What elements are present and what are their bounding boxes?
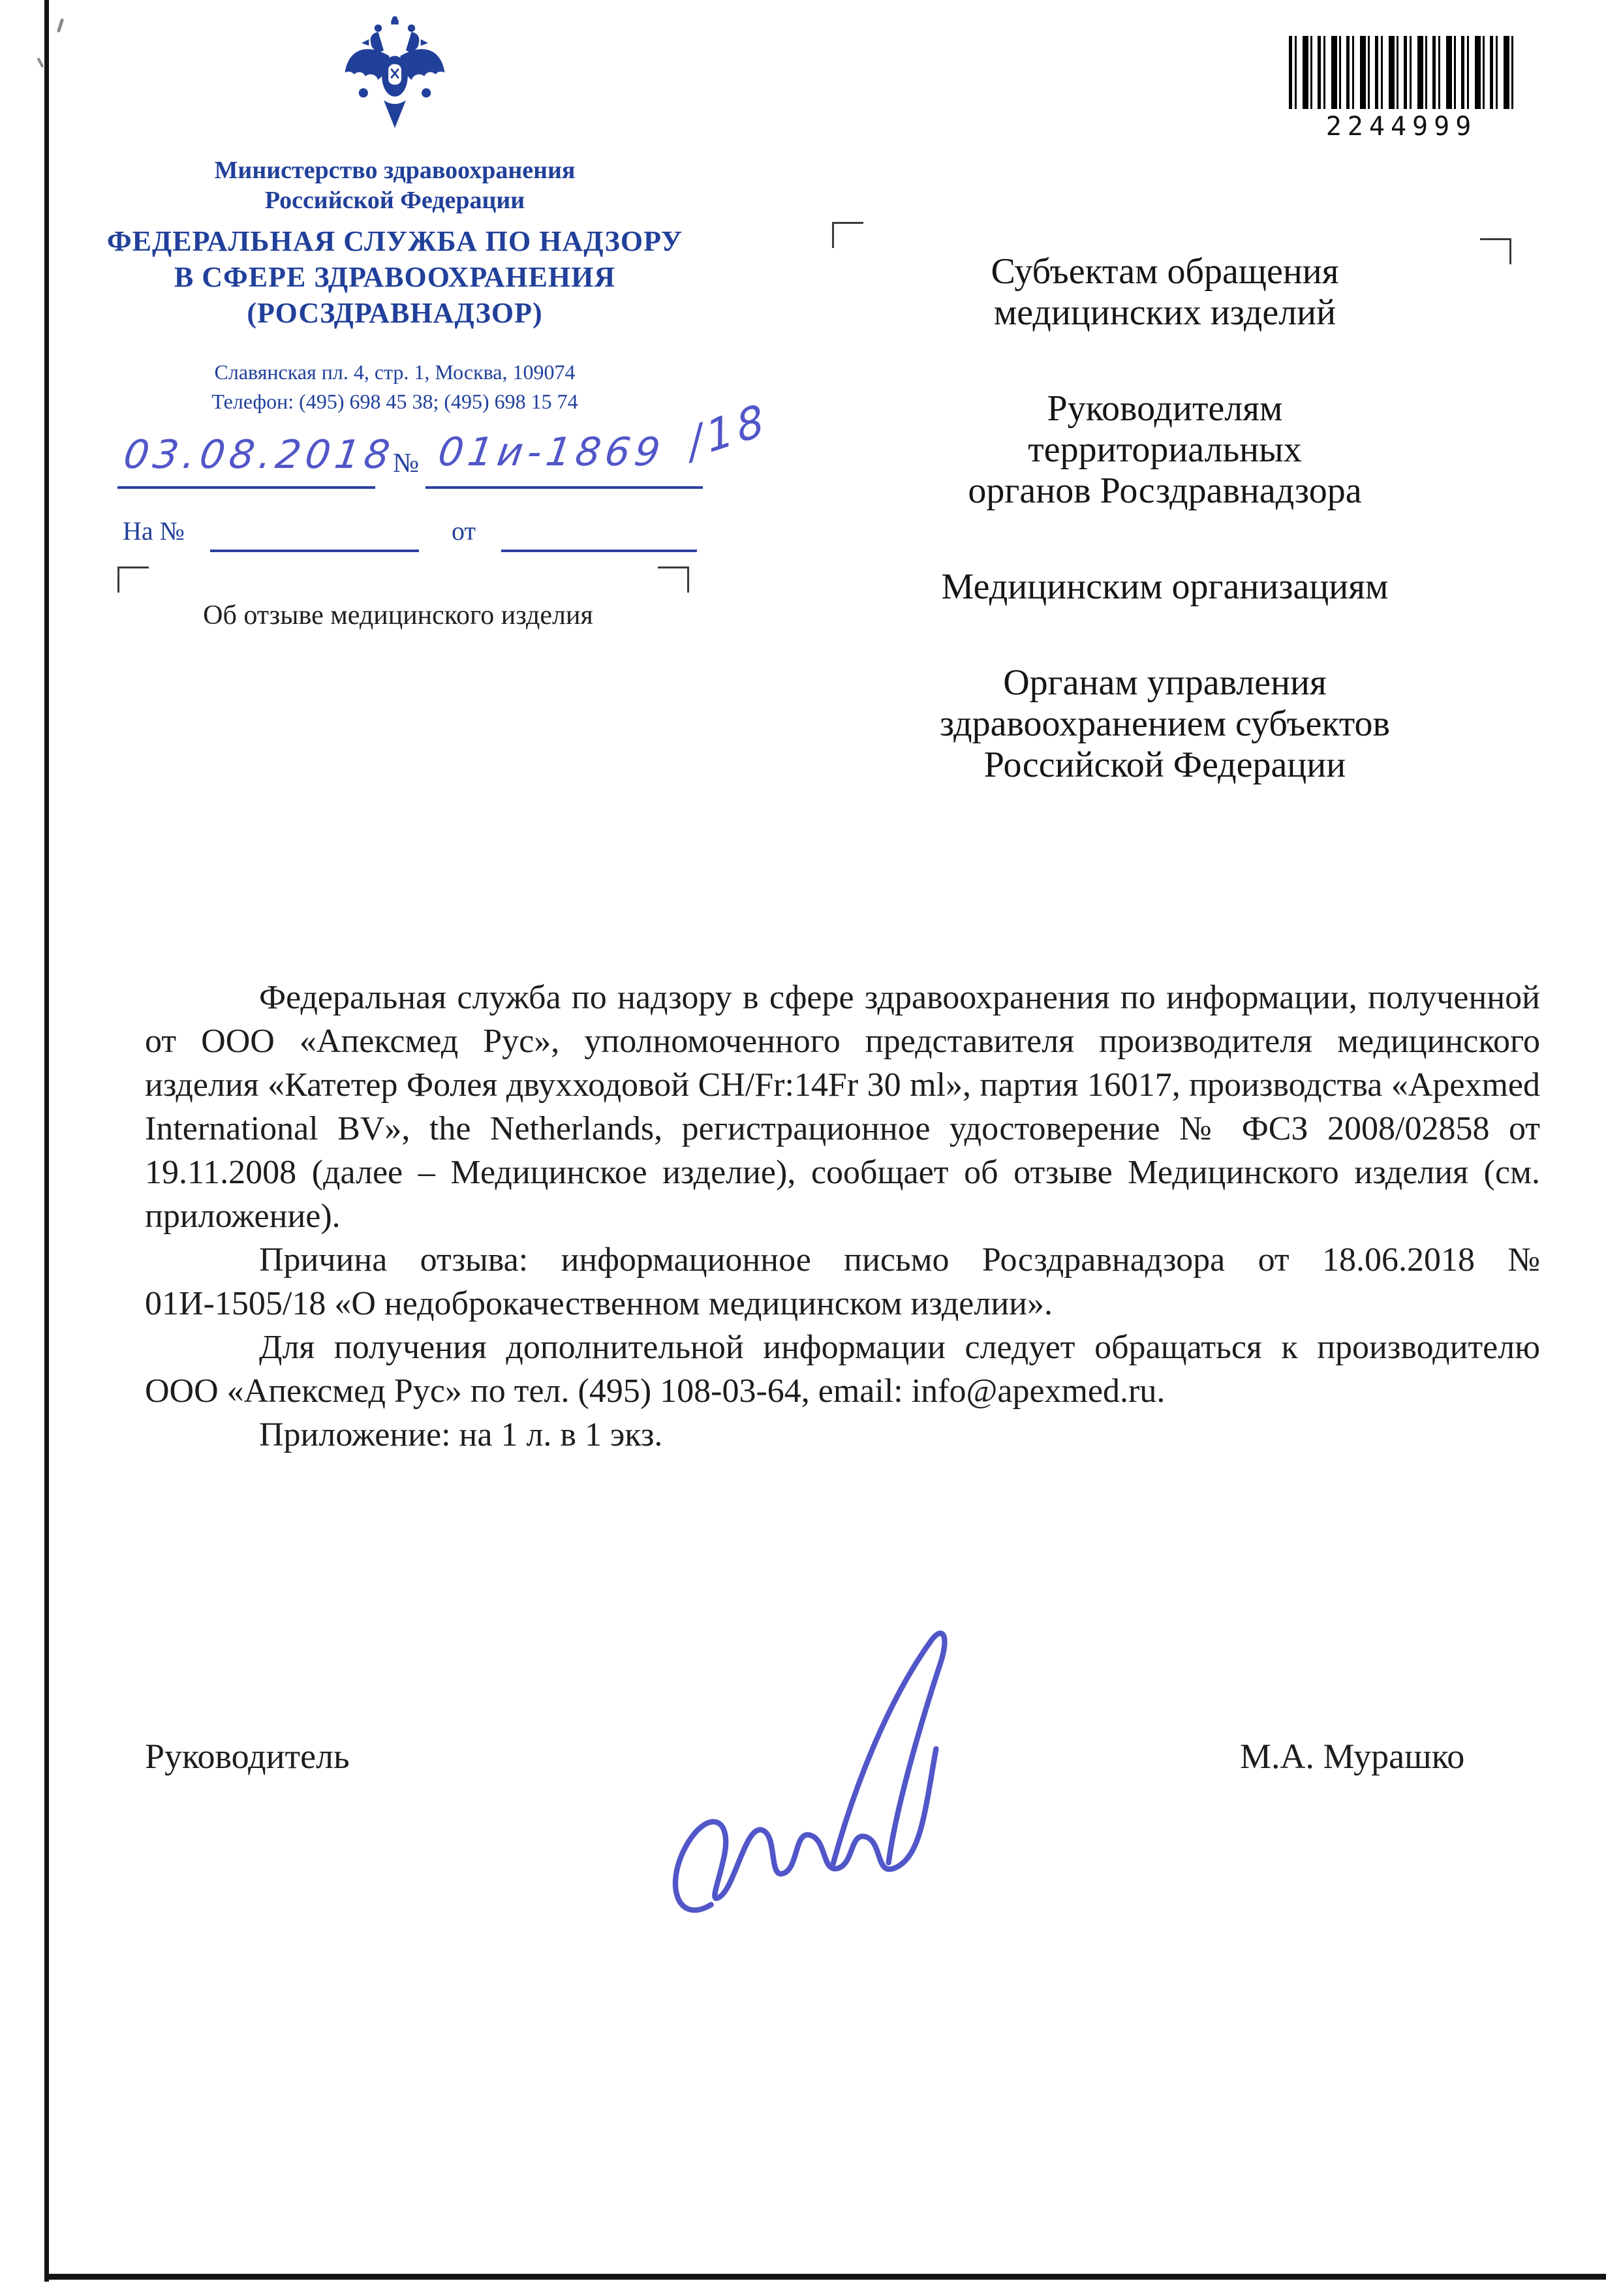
body-paragraph: Федеральная служба по надзору в сфере здравоохранения по информации, полученной от ООО «Апексмед Рус», уполномоченного представителя производителя медицинского изделия «Катетер Фолея двухходовой CH/Fr:14Fr 30 ml», партия 16017, производства «Apexmed International BV», the Netherlands, регистрационное удостоверение № ФСЗ 2008/02858 от 19.11.2008 (далее – Медицинское изделие), сообщает об отзыве Медицинского изделия (см. приложение). xyxy=(145,979,1540,1235)
service-line: ФЕДЕРАЛЬНАЯ СЛУЖБА ПО НАДЗОРУ xyxy=(106,225,683,257)
body-paragraph: Причина отзыва: информационное письмо Росздравнадзора от 18.06.2018 № 01И-1505/18 «О недоброкачественном медицинском изделии». xyxy=(145,1241,1540,1322)
scan-edge-line xyxy=(44,0,49,2282)
form-underline xyxy=(501,550,697,552)
scan-artifact xyxy=(37,57,44,68)
handwritten-date: 03.08.2018 xyxy=(121,432,397,478)
corner-mark xyxy=(658,566,689,593)
postal-address: Славянская пл. 4, стр. 1, Москва, 109074 xyxy=(214,360,576,384)
body-paragraph: Для получения дополнительной информации следует обращаться к производителю ООО «Апексмед Рус» по тел. (495) 108-03-64, email: info@apexmed.ru. xyxy=(145,1329,1540,1410)
reference-na-label: На № xyxy=(123,516,185,546)
addressee-line: Руководителям xyxy=(1047,388,1283,429)
handwritten-outgoing-number: 01и-1869 xyxy=(435,429,668,475)
addressee-line: Органам управления xyxy=(1003,662,1327,703)
number-sign: № xyxy=(393,448,420,478)
barcode xyxy=(1289,36,1514,142)
addressee-line: Субъектам обращения xyxy=(991,251,1339,292)
letter-subject: Об отзыве медицинского изделия xyxy=(203,600,593,630)
attachment-note: Приложение: на 1 л. в 1 экз. xyxy=(259,1416,663,1453)
coat-of-arms-icon xyxy=(339,13,450,147)
handwritten-number-suffix: /18 xyxy=(684,393,772,469)
form-underline xyxy=(117,486,375,489)
addressee-block xyxy=(839,251,1491,841)
addressee-line: Медицинским организациям xyxy=(941,566,1389,607)
signature-autograph-icon xyxy=(630,1586,982,1925)
form-underline xyxy=(210,550,419,552)
signer-position: Руководитель xyxy=(145,1737,350,1776)
corner-mark xyxy=(832,222,863,248)
ministry-name xyxy=(144,155,646,215)
service-line: В СФЕРЕ ЗДРАВООХРАНЕНИЯ xyxy=(174,261,616,293)
addressee-group xyxy=(839,566,1491,608)
ministry-line: Министерство здравоохранения xyxy=(214,157,576,184)
addressee-line: здравоохранением субъектов xyxy=(940,704,1390,744)
barcode-bars-icon xyxy=(1289,36,1514,109)
addressee-line: Российской Федерации xyxy=(983,745,1346,785)
addressee-line: территориальных xyxy=(1028,429,1302,470)
barcode-number: 2244999 xyxy=(1325,112,1477,142)
scan-artifact xyxy=(57,18,65,33)
addressee-group xyxy=(839,662,1491,786)
form-underline xyxy=(425,486,703,489)
addressee-group xyxy=(839,388,1491,512)
service-line: (РОСЗДРАВНАДЗОР) xyxy=(247,297,543,329)
phone-numbers: Телефон: (495) 698 45 38; (495) 698 15 74 xyxy=(211,390,578,413)
corner-mark xyxy=(117,566,149,593)
letter-body xyxy=(145,976,1540,1457)
addressee-line: органов Росздравнадзора xyxy=(968,471,1362,511)
scan-edge-line xyxy=(44,2274,1606,2280)
signer-name: М.А. Мурашко xyxy=(1240,1737,1465,1776)
addressee-group xyxy=(839,251,1491,334)
contact-block xyxy=(117,358,672,416)
reference-ot-label: от xyxy=(452,516,476,546)
service-name xyxy=(98,223,692,331)
ministry-line: Российской Федерации xyxy=(264,187,525,214)
addressee-line: медицинских изделий xyxy=(993,292,1336,333)
